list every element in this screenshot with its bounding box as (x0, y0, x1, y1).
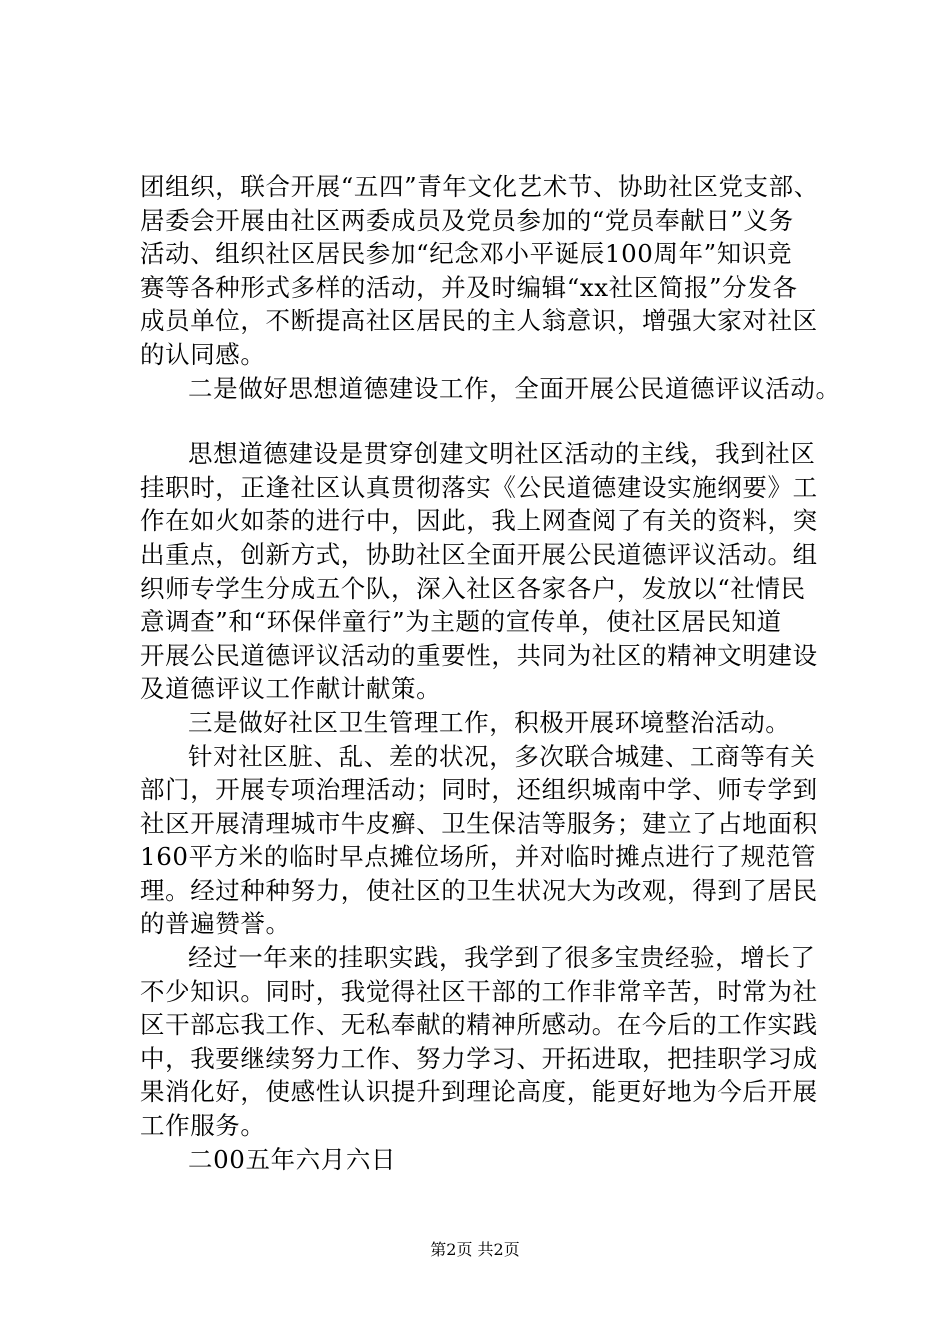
text-line: 织师专学生分成五个队，深入社区各家各户，发放以“社情民 (140, 573, 806, 603)
text-line: 出重点，创新方式，协助社区全面开展公民道德评议活动。组 (140, 539, 818, 569)
page-footer: 第2页 共2页 (430, 1240, 520, 1259)
text-line: 经过一年来的挂职实践，我学到了很多宝贵经验，增长了 (188, 943, 816, 973)
text-line: 中，我要继续努力工作、努力学习、开拓进取，把挂职学习成 (140, 1043, 818, 1073)
document-body (140, 170, 841, 1176)
text-line: 160平方米的临时早点摊位场所，并对临时摊点进行了规范管 (140, 842, 817, 872)
text-line: 不少知识。同时，我觉得社区干部的工作非常辛苦，时常为社 (140, 976, 818, 1006)
text-line: 果消化好，使感性认识提升到理论高度，能更好地为今后开展 (140, 1077, 818, 1107)
text-line: 活动、组织社区居民参加“纪念邓小平诞辰100周年”知识竞 (140, 239, 793, 269)
section-heading-moral: 二是做好思想道德建设工作，全面开展公民道德评议活动。 (188, 373, 841, 403)
paragraph-hygiene (140, 740, 838, 942)
text-line: 工作服务。 (140, 1111, 266, 1141)
section-heading-hygiene: 三是做好社区卫生管理工作，积极开展环境整治活动。 (188, 707, 791, 737)
text-line: 开展公民道德评议活动的重要性，共同为社区的精神文明建设 (140, 640, 818, 670)
text-line: 的认同感。 (140, 339, 266, 369)
text-line: 成员单位，不断提高社区居民的主人翁意识，增强大家对社区 (140, 306, 818, 336)
document-date: 二00五年六月六日 (188, 1144, 397, 1174)
text-line: 思想道德建设是贯穿创建文明社区活动的主线，我到社区 (188, 439, 816, 469)
paragraph-gap (140, 405, 838, 437)
text-line: 居委会开展由社区两委成员及党员参加的“党员奉献日”义务 (140, 205, 794, 235)
text-line: 部门，开展专项治理活动；同时，还组织城南中学、师专学到 (140, 775, 818, 805)
text-line: 作在如火如荼的进行中，因此，我上网查阅了有关的资料，突 (140, 506, 818, 536)
text-line: 赛等各种形式多样的活动，并及时编辑“xx社区简报”分发各 (140, 272, 798, 302)
text-line: 意调查”和“环保伴童行”为主题的宣传单，使社区居民知道 (140, 607, 782, 637)
paragraph-moral (140, 437, 838, 706)
text-line: 团组织，联合开展“五四”青年文化艺术节、协助社区党支部、 (140, 172, 819, 201)
text-line: 挂职时，正逢社区认真贯彻落实《公民道德建设实施纲要》工 (140, 472, 818, 502)
paragraph-conclusion (140, 941, 838, 1143)
text-line: 针对社区脏、乱、差的状况，多次联合城建、工商等有关 (188, 741, 816, 771)
text-line: 区干部忘我工作、无私奉献的精神所感动。在今后的工作实践 (140, 1010, 818, 1040)
text-line: 理。经过种种努力，使社区的卫生状况大为改观，得到了居民 (140, 875, 818, 905)
paragraph-activities (140, 170, 838, 372)
text-line: 社区开展清理城市牛皮癣、卫生保洁等服务；建立了占地面积 (140, 808, 818, 838)
text-line: 的普遍赞誉。 (140, 909, 291, 939)
text-line: 及道德评议工作献计献策。 (140, 674, 442, 704)
